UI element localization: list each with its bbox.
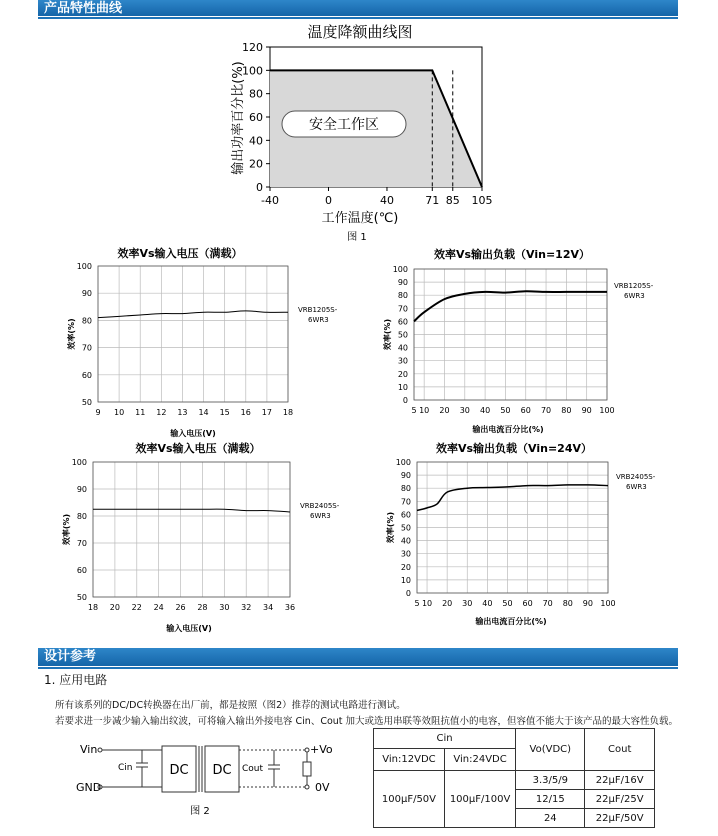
x-tick-label: 70 — [540, 406, 552, 415]
y-tick-label: 100 — [392, 265, 408, 274]
y-tick-label: 50 — [76, 593, 87, 602]
y-tick-label: 40 — [249, 134, 263, 148]
y-tick-label: 0 — [256, 181, 263, 194]
y-tick-label: 30 — [400, 549, 411, 559]
x-tick-label: 10 — [421, 599, 433, 608]
efficiency-curve — [98, 311, 288, 318]
cell-cout: 22μF/50V — [585, 809, 655, 828]
cin-label: Cin — [118, 763, 133, 773]
x-tick-label: -40 — [261, 194, 279, 207]
y-axis-label: 效率(%) — [386, 511, 395, 544]
efficiency-curve — [417, 485, 608, 511]
x-tick-label: 17 — [261, 408, 272, 417]
zero-v-label: 0V — [315, 781, 330, 794]
x-axis-label: 输入电压(V) — [170, 429, 216, 438]
x-tick-label: 5 — [414, 599, 420, 608]
cell-cin12: 100μF/50V — [374, 771, 445, 828]
cell-vo: 12/15 — [516, 790, 585, 809]
y-tick-label: 120 — [242, 41, 263, 54]
chart-title: 效率Vs输入电压（满载） — [117, 247, 243, 260]
y-tick-label: 80 — [400, 484, 411, 494]
legend-entry: VRB1205S- — [298, 306, 338, 314]
y-tick-label: 60 — [249, 111, 263, 124]
paragraph-2: 若要求进一步减少输入输出纹波，可将输入输出外接电容 Cin、Cout 加大或选用串联等效阻抗值小的电容，但容值不能大于该产品的最大容性负载。 — [55, 716, 679, 727]
subsection-heading: 1. 应用电路 — [44, 673, 108, 687]
header-vo: Vo(VDC) — [516, 729, 585, 771]
efficiency-charts — [0, 240, 718, 640]
x-axis-label: 输入电压(V) — [166, 624, 212, 633]
x-tick-label: 18 — [282, 408, 294, 417]
x-tick-label: 34 — [263, 603, 274, 612]
y-tick-label: 60 — [81, 370, 92, 380]
y-tick-label: 90 — [400, 471, 411, 481]
paragraph-1: 所有该系列的DC/DC转换器在出厂前，都是按照（图2）推荐的测试电路进行测试。 — [55, 700, 406, 711]
cout-label: Cout — [242, 764, 264, 774]
x-tick-label: 30 — [219, 603, 230, 612]
chart-eff-vin-2405 — [61, 441, 340, 633]
header-vin24: Vin:24VDC — [444, 749, 515, 771]
header-vin12: Vin:12VDC — [374, 749, 445, 771]
x-tick-label: 10 — [114, 408, 125, 417]
x-tick-label: 20 — [109, 603, 120, 612]
cell-cin24: 100μF/100V — [444, 771, 515, 828]
capacitor-table — [373, 728, 655, 828]
y-tick-label: 10 — [400, 575, 411, 585]
cell-cout: 22μF/16V — [585, 771, 655, 790]
plot-frame — [93, 462, 290, 597]
dc-block-1: DC — [169, 763, 189, 778]
x-tick-label: 9 — [95, 408, 101, 417]
cell-cout: 22μF/25V — [585, 790, 655, 809]
x-tick-label: 40 — [482, 599, 493, 608]
y-tick-label: 20 — [397, 369, 408, 379]
x-tick-label: 80 — [561, 406, 572, 415]
vin-label: Vin — [80, 743, 98, 756]
y-axis-label: 效率(%) — [383, 318, 392, 351]
section-title: 设计参考 — [44, 649, 97, 664]
y-tick-label: 50 — [400, 523, 411, 533]
x-tick-label: 28 — [197, 603, 208, 612]
legend-entry-line2: 6WR3 — [308, 316, 329, 324]
legend-entry-line2: 6WR3 — [624, 292, 645, 300]
x-tick-label: 32 — [241, 603, 252, 612]
y-tick-label: 100 — [395, 458, 411, 467]
legend-entry: VRB2405S- — [300, 502, 340, 510]
x-tick-label: 105 — [471, 194, 493, 207]
dc-block-2: DC — [212, 763, 232, 778]
y-tick-label: 50 — [397, 330, 408, 340]
y-tick-label: 0 — [405, 589, 411, 598]
vo-plus-label: +Vo — [310, 743, 333, 756]
x-tick-label: 60 — [520, 406, 531, 415]
legend-entry-line2: 6WR3 — [626, 483, 647, 491]
x-tick-label: 20 — [442, 599, 453, 608]
y-tick-label: 20 — [400, 562, 411, 572]
figure-label: 图 2 — [190, 806, 210, 817]
y-tick-label: 20 — [249, 157, 263, 171]
divider — [38, 667, 678, 669]
x-tick-label: 24 — [153, 603, 164, 612]
y-tick-label: 90 — [76, 485, 87, 494]
chart-title: 效率Vs输入电压（满载） — [135, 442, 261, 455]
x-axis-label: 输出电流百分比(%) — [472, 425, 544, 434]
plot-frame — [98, 266, 288, 402]
y-axis-label: 效率(%) — [67, 318, 76, 350]
y-tick-label: 90 — [81, 289, 92, 299]
x-tick-label: 40 — [480, 406, 491, 415]
legend-entry: VRB1205S- — [614, 282, 654, 290]
y-tick-label: 70 — [400, 497, 411, 507]
chart-eff-load-24v — [385, 441, 656, 626]
x-tick-label: 50 — [500, 406, 511, 415]
efficiency-curve — [414, 291, 607, 321]
y-tick-label: 60 — [400, 510, 411, 520]
legend-entry-line2: 6WR3 — [310, 512, 331, 520]
x-tick-label: 30 — [459, 406, 470, 415]
chart-eff-vin-1205 — [66, 246, 338, 438]
x-axis-label: 输出电流百分比(%) — [475, 617, 547, 626]
x-tick-label: 14 — [198, 408, 209, 417]
x-tick-label: 20 — [439, 406, 450, 415]
chart-title: 温度降额曲线图 — [307, 23, 413, 41]
x-tick-label: 26 — [175, 603, 186, 612]
x-tick-label: 5 — [411, 406, 417, 415]
x-tick-label: 0 — [324, 194, 332, 207]
x-tick-label: 71 — [425, 194, 440, 207]
x-tick-label: 22 — [131, 603, 142, 612]
figure-label: 图 1 — [347, 232, 367, 243]
x-tick-label: 16 — [240, 408, 251, 417]
derating-chart — [0, 0, 718, 245]
x-tick-label: 11 — [135, 408, 146, 417]
x-tick-label: 12 — [156, 408, 167, 417]
y-tick-label: 100 — [71, 458, 87, 467]
y-tick-label: 0 — [402, 396, 408, 405]
x-tick-label: 85 — [445, 194, 460, 207]
x-tick-label: 15 — [219, 408, 230, 417]
x-tick-label: 36 — [284, 603, 296, 612]
cell-vo: 3.3/5/9 — [516, 771, 585, 790]
header-cout: Cout — [585, 729, 655, 771]
y-tick-label: 80 — [81, 316, 92, 326]
y-tick-label: 90 — [397, 278, 408, 288]
y-tick-label: 70 — [397, 304, 408, 314]
header-cin: Cin — [374, 729, 516, 749]
x-tick-label: 60 — [522, 599, 533, 608]
y-tick-label: 80 — [76, 512, 87, 521]
safe-area-label: 安全工作区 — [309, 117, 379, 133]
x-tick-label: 100 — [600, 599, 616, 608]
efficiency-curve — [93, 509, 290, 512]
x-tick-label: 80 — [562, 599, 573, 608]
chart-title: 效率Vs输出负载（Vin=24V） — [435, 442, 593, 455]
y-axis-label: 效率(%) — [62, 513, 71, 546]
x-tick-label: 18 — [87, 603, 99, 612]
x-tick-label: 30 — [462, 599, 473, 608]
y-tick-label: 80 — [397, 291, 408, 301]
y-tick-label: 60 — [76, 566, 87, 575]
y-tick-label: 70 — [76, 539, 87, 548]
circuit-diagram — [70, 738, 370, 833]
y-tick-label: 100 — [242, 64, 263, 78]
y-tick-label: 40 — [400, 536, 411, 546]
y-tick-label: 30 — [397, 356, 408, 366]
y-tick-label: 100 — [76, 262, 92, 271]
y-tick-label: 80 — [249, 87, 263, 101]
y-axis-label: 输出功率百分比(%) — [231, 61, 246, 175]
x-tick-label: 10 — [419, 406, 430, 415]
y-tick-label: 70 — [81, 343, 92, 353]
chart-eff-load-12v — [382, 247, 654, 434]
y-tick-label: 40 — [397, 343, 408, 353]
x-tick-label: 70 — [542, 599, 553, 608]
y-tick-label: 10 — [397, 382, 408, 392]
x-axis-label: 工作温度(℃) — [321, 211, 399, 226]
x-tick-label: 40 — [379, 194, 394, 207]
x-tick-label: 100 — [599, 406, 615, 415]
legend-entry: VRB2405S- — [616, 473, 656, 481]
gnd-label: GND — [76, 781, 102, 794]
y-tick-label: 60 — [397, 317, 408, 327]
x-tick-label: 13 — [177, 408, 188, 417]
chart-title: 效率Vs输出负载（Vin=12V） — [433, 248, 591, 261]
x-tick-label: 90 — [582, 599, 593, 608]
x-tick-label: 50 — [502, 599, 513, 608]
cell-vo: 24 — [516, 809, 585, 828]
section-title: 产品特性曲线 — [44, 1, 123, 16]
x-tick-label: 90 — [581, 406, 592, 415]
y-tick-label: 50 — [81, 398, 92, 407]
section-header-design — [38, 648, 678, 666]
